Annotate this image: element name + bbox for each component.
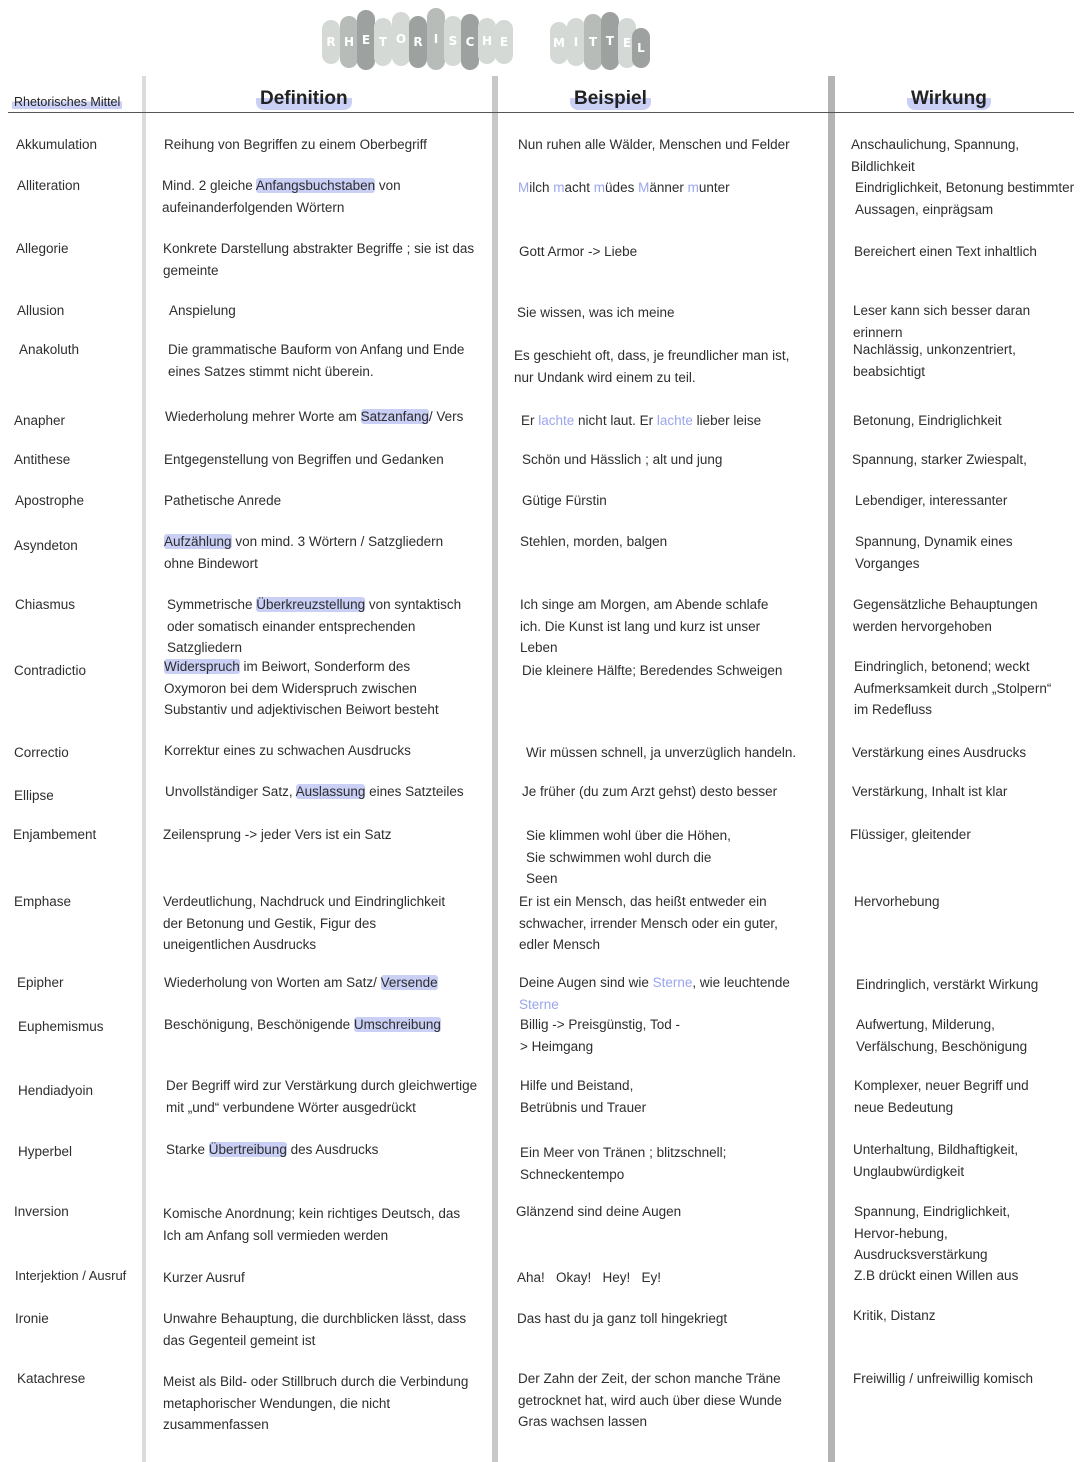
example-cell: Er ist ein Mensch, das heißt entweder ein schwacher, irrender Mensch oder ein guter, edler Mensch (519, 894, 778, 952)
term-cell: Anakoluth (19, 342, 80, 357)
table-row (0, 1139, 1080, 1199)
example-cell: Der Zahn der Zeit, der schon manche Träne getrocknet hat, wird auch über diese Wunde Gras wachsen lassen (518, 1371, 782, 1429)
term-cell: Inversion (14, 1204, 69, 1219)
effect-cell: Verstärkung eines Ausdrucks (852, 745, 1027, 760)
table-row (0, 1308, 1080, 1368)
table-row (0, 1201, 1080, 1261)
term-cell: Enjambement (13, 827, 97, 842)
term-cell: Anapher (14, 413, 66, 428)
table-row (0, 1075, 1080, 1135)
definition-cell: Meist als Bild- oder Stillbruch durch die Verbindung metaphorischer Wendungen, die nicht zusammenfassen (163, 1374, 469, 1432)
term-cell: Euphemismus (18, 1019, 104, 1034)
title-letter: I (427, 8, 445, 70)
header-rule (8, 112, 1074, 113)
definition-cell: Beschönigung, Beschönigende Umschreibung (164, 1017, 441, 1032)
title-letter: T (374, 18, 392, 66)
example-cell: Aha! Okay! Hey! Ey! (517, 1270, 662, 1285)
definition-cell: Die grammatische Bauform von Anfang und Ende eines Satzes stimmt nicht überein. (168, 342, 465, 379)
example-cell: Billig -> Preisgünstig, Tod -> Heimgang (520, 1017, 680, 1054)
definition-cell: Wiederholung von Worten am Satz/ Versende (164, 975, 438, 990)
term-cell: Ellipse (14, 788, 54, 803)
definition-cell: Unwahre Behauptung, die durchblicken lässt, dass das Gegenteil gemeint ist (163, 1311, 467, 1348)
table-row (0, 531, 1080, 591)
example-cell: Die kleinere Hälfte; Beredendes Schweigen (522, 663, 783, 678)
title-letter: I (567, 18, 585, 66)
title-letter: E (495, 20, 513, 64)
table-row (0, 339, 1080, 399)
table-row (0, 175, 1080, 235)
effect-cell: Bereichert einen Text inhaltlich (854, 244, 1037, 259)
title-letter: E (357, 10, 375, 70)
effect-cell: Z.B drückt einen Willen aus (854, 1268, 1019, 1283)
header-term: Rhetorisches Mittel (14, 95, 121, 109)
example-cell: Je früher (du zum Arzt gehst) desto besser (522, 784, 778, 799)
title-letter: H (340, 16, 358, 68)
header-definition: Definition (256, 88, 352, 110)
term-cell: Epipher (17, 975, 64, 990)
example-cell: Ein Meer von Tränen ; blitzschnell; Schneckentempo (520, 1145, 727, 1182)
effect-cell: Flüssiger, gleitender (850, 827, 971, 842)
definition-cell: Kurzer Ausruf (163, 1270, 245, 1285)
example-cell: Sie klimmen wohl über die Höhen, Sie schwimmen wohl durch die Seen (526, 828, 731, 886)
title-letter: O (392, 12, 410, 66)
example-cell: Wir müssen schnell, ja unverzüglich handeln. (526, 745, 797, 760)
example-cell: Stehlen, morden, balgen (520, 534, 668, 549)
example-cell: Glänzend sind deine Augen (516, 1204, 682, 1219)
definition-cell: Konkrete Darstellung abstrakter Begriffe ; sie ist das gemeinte (163, 241, 475, 278)
term-cell: Katachrese (17, 1371, 86, 1386)
page-title (0, 6, 1080, 76)
effect-cell: Unterhaltung, Bildhaftigkeit, Unglaubwürdigkeit (853, 1142, 1019, 1179)
title-letter: M (550, 22, 568, 64)
header-example: Beispiel (570, 88, 651, 110)
definition-cell: Korrektur eines zu schwachen Ausdrucks (164, 743, 411, 758)
title-letter: E (618, 18, 636, 68)
definition-cell: Widerspruch im Beiwort, Sonderform des Oxymoron bei dem Widerspruch zwischen Substantiv und adjektivischen Beiwort besteht (164, 659, 439, 717)
term-cell: Alliteration (17, 178, 81, 193)
definition-cell: Reihung von Begriffen zu einem Oberbegriff (164, 137, 427, 152)
title-letter: L (632, 28, 650, 68)
table-row (0, 891, 1080, 961)
title-letter: R (322, 20, 340, 64)
effect-cell: Anschaulichung, Spannung, Bildlichkeit (851, 137, 1020, 174)
term-cell: Contradictio (14, 663, 87, 678)
effect-cell: Leser kann sich besser daran erinnern (853, 303, 1031, 340)
title-letter: S (444, 16, 462, 66)
term-cell: Emphase (14, 894, 72, 909)
effect-cell: Kritik, Distanz (853, 1308, 936, 1323)
term-cell: Hendiadyoin (18, 1083, 94, 1098)
title-letter: H (478, 18, 496, 64)
term-cell: Allegorie (16, 241, 69, 256)
definition-cell: Pathetische Anrede (164, 493, 282, 508)
effect-cell: Spannung, starker Zwiespalt, (852, 452, 1027, 467)
term-cell: Chiasmus (15, 597, 76, 612)
term-cell: Asyndeton (14, 538, 78, 553)
term-cell: Allusion (17, 303, 65, 318)
effect-cell: Verstärkung, Inhalt ist klar (852, 784, 1008, 799)
effect-cell: Gegensätzliche Behauptungen werden hervorgehoben (853, 597, 1038, 634)
table-row (0, 656, 1080, 726)
example-cell: Schön und Hässlich ; alt und jung (522, 452, 723, 467)
definition-cell: Verdeutlichung, Nachdruck und Eindringlichkeit der Betonung und Gestik, Figur des uneigentlichen Ausdrucks (163, 894, 446, 952)
example-cell: Gott Armor -> Liebe (519, 244, 638, 259)
definition-cell: Zeilensprung -> jeder Vers ist ein Satz (163, 827, 392, 842)
definition-cell: Mind. 2 gleiche Anfangsbuchstaben von aufeinanderfolgenden Wörtern (162, 178, 401, 215)
definition-cell: Anspielung (169, 303, 236, 318)
example-cell: Gütige Fürstin (522, 493, 607, 508)
table-row (0, 824, 1080, 884)
title-letter: T (601, 12, 619, 70)
example-cell: Ich singe am Morgen, am Abende schlafe ich. Die Kunst ist lang und kurz ist unser Leben (520, 597, 769, 655)
effect-cell: Eindriglichkeit, Betonung bestimmter Aussagen, einprägsam (855, 180, 1075, 217)
header-effect: Wirkung (907, 88, 991, 110)
effect-cell: Spannung, Eindriglichkeit, Hervor-hebung, Ausdrucksverstärkung (854, 1204, 1011, 1262)
definition-cell: Starke Übertreibung des Ausdrucks (166, 1142, 379, 1157)
term-cell: Interjektion / Ausruf (15, 1268, 127, 1283)
term-cell: Akkumulation (16, 137, 98, 152)
effect-cell: Spannung, Dynamik eines Vorganges (855, 534, 1013, 571)
definition-cell: Symmetrische Überkreuzstellung von syntaktisch oder somatisch einander entsprechenden Satzgliedern (167, 597, 462, 655)
effect-cell: Freiwillig / unfreiwillig komisch (853, 1371, 1034, 1386)
effect-cell: Komplexer, neuer Begriff und neue Bedeutung (854, 1078, 1029, 1115)
title-letter: R (409, 16, 427, 68)
term-cell: Hyperbel (18, 1144, 73, 1159)
example-cell: Nun ruhen alle Wälder, Menschen und Felder (518, 137, 790, 152)
example-cell: Milch macht müdes Männer munter (518, 180, 730, 195)
table-row (0, 594, 1080, 654)
term-cell: Apostrophe (15, 493, 85, 508)
term-cell: Correctio (14, 745, 69, 760)
effect-cell: Hervorhebung (854, 894, 940, 909)
definition-cell: Wiederholung mehrer Worte am Satzanfang/ Vers (165, 409, 464, 424)
effect-cell: Betonung, Eindriglichkeit (853, 413, 1002, 428)
definition-cell: Aufzählung von mind. 3 Wörtern / Satzgliedern ohne Bindewort (164, 534, 444, 571)
example-cell: Das hast du ja ganz toll hingekriegt (517, 1311, 728, 1326)
table-row (0, 1368, 1080, 1434)
table-row (0, 238, 1080, 298)
definition-cell: Der Begriff wird zur Verstärkung durch gleichwertige mit „und“ verbundene Wörter ausgedrückt (166, 1078, 478, 1115)
example-cell: Es geschieht oft, dass, je freundlicher man ist, nur Undank wird einem zu teil. (514, 348, 790, 385)
example-cell: Sie wissen, was ich meine (517, 305, 675, 320)
effect-cell: Aufwertung, Milderung, Verfälschung, Beschönigung (856, 1017, 1028, 1054)
example-cell: Deine Augen sind wie Sterne, wie leuchtende Sterne (519, 975, 790, 1012)
title-letter: C (461, 14, 479, 70)
effect-cell: Lebendiger, interessanter (855, 493, 1008, 508)
table-row (0, 1014, 1080, 1074)
definition-cell: Unvollständiger Satz, Auslassung eines Satzteiles (165, 784, 464, 799)
title-letter: T (584, 14, 602, 70)
effect-cell: Eindringlich, verstärkt Wirkung (856, 977, 1039, 992)
definition-cell: Entgegenstellung von Begriffen und Gedanken (164, 452, 444, 467)
effect-cell: Eindringlich, betonend; weckt Aufmerksamkeit durch „Stolpern“ im Redefluss (854, 659, 1052, 717)
term-cell: Ironie (15, 1311, 49, 1326)
effect-cell: Nachlässig, unkonzentriert, beabsichtigt (853, 342, 1016, 379)
term-cell: Antithese (14, 452, 71, 467)
definition-cell: Komische Anordnung; kein richtiges Deutsch, das Ich am Anfang soll vermieden werden (163, 1206, 461, 1243)
example-cell: Hilfe und Beistand, Betrübnis und Trauer (520, 1078, 647, 1115)
example-cell: Er lachte nicht laut. Er lachte lieber leise (521, 413, 762, 428)
